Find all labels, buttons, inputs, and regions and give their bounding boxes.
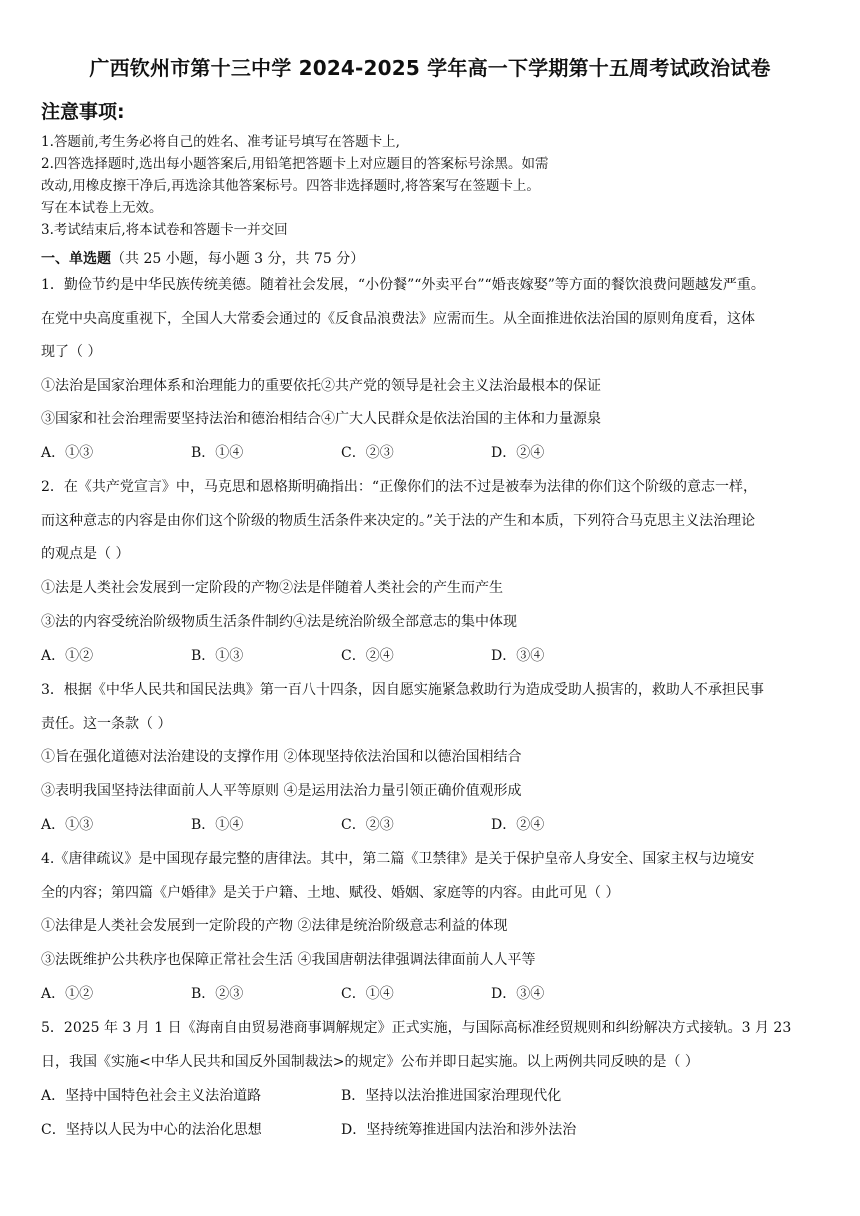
question-3-options — [41, 814, 821, 834]
option-a[interactable]: A．①② — [41, 648, 94, 664]
question-2-line: 而这种意志的内容是由你们这个阶级的物质生活条件来决定的。”关于法的产生和本质，下列符合马克思主义法治理论 — [41, 513, 756, 529]
question-2-statement: ①法是人类社会发展到一定阶段的产物②法是伴随着人类社会的产生而产生 — [41, 580, 503, 596]
question-1-line: 现了（ ） — [41, 344, 102, 360]
option-b[interactable]: B．①③ — [191, 648, 244, 664]
option-b[interactable]: B．坚持以法治推进国家治理现代化 — [341, 1088, 562, 1104]
question-2-line: 2．在《共产党宣言》中，马克思和恩格斯明确指出：“正像你们的法不过是被奉为法律的你们这个阶级的意志一样， — [41, 479, 758, 495]
question-2-line: 的观点是（ ） — [41, 546, 130, 562]
question-3-statement: ①旨在强化道德对法治建设的支撑作用 ②体现坚持依法治国和以德治国相结合 — [41, 749, 522, 765]
notice-line: 改动,用橡皮擦干净后,再选涂其他答案标号。四答非选择题时,将答案写在签题卡上。 — [41, 178, 540, 194]
notice-block — [41, 131, 821, 241]
option-c[interactable]: C．坚持以人民为中心的法治化思想 — [41, 1122, 262, 1138]
question-1-options — [41, 442, 821, 462]
option-a[interactable]: A．①③ — [41, 445, 94, 461]
question-4-line: 4.《唐律疏议》是中国现存最完整的唐律法。其中，第二篇《卫禁律》是关于保护皇帝人身安全、国家主权与边境安 — [41, 851, 755, 867]
question-4-line: 全的内容；第四篇《户婚律》是关于户籍、土地、赋役、婚姻、家庭等的内容。由此可见（ ） — [41, 885, 620, 901]
notice-line: 2.四答选择题时,选出每小题答案后,用铅笔把答题卡上对应题目的答案标号涂黑。如需 — [41, 156, 549, 172]
question-4-statement: ③法既维护公共秩序也保障正常社会生活 ④我国唐朝法律强调法律面前人人平等 — [41, 952, 536, 968]
option-b[interactable]: B．①④ — [191, 817, 244, 833]
section-heading — [41, 248, 364, 268]
question-1-statement: ③国家和社会治理需要坚持法治和德治相结合④广大人民群众是依法治国的主体和力量源泉 — [41, 411, 601, 427]
option-b[interactable]: B．②③ — [191, 986, 244, 1002]
question-4-statement: ①法律是人类社会发展到一定阶段的产物 ②法律是统治阶级意志利益的体现 — [41, 918, 508, 934]
option-d[interactable]: D．②④ — [491, 817, 545, 833]
option-a[interactable]: A．坚持中国特色社会主义法治道路 — [41, 1088, 262, 1104]
option-d[interactable]: D．②④ — [491, 445, 545, 461]
option-c[interactable]: C．①④ — [341, 986, 394, 1002]
question-2-options — [41, 645, 821, 665]
question-3-line: 3．根据《中华人民共和国民法典》第一百八十四条，因自愿实施紧急救助行为造成受助人损害的，救助人不承担民事 — [41, 682, 764, 698]
notice-line: 3.考试结束后,将本试卷和答题卡一并交回 — [41, 222, 288, 238]
notice-line: 写在本试卷上无效。 — [41, 200, 163, 216]
option-d[interactable]: D．③④ — [491, 986, 545, 1002]
question-5-options-row2 — [41, 1119, 821, 1139]
question-5-line: 5．2025 年 3 月 1 日《海南自由贸易港商事调解规定》正式实施，与国际高标准经贸规则和纠纷解决方式接轨。3 月 23 — [41, 1020, 792, 1036]
notice-heading: 注意事项: — [41, 101, 125, 123]
question-4-options — [41, 983, 821, 1003]
section-note: （共 25 小题，每小题 3 分，共 75 分） — [111, 251, 365, 267]
option-c[interactable]: C．②④ — [341, 648, 394, 664]
option-a[interactable]: A．①② — [41, 986, 94, 1002]
question-3-statement: ③表明我国坚持法律面前人人平等原则 ④是运用法治力量引领正确价值观形成 — [41, 783, 522, 799]
page-title: 广西钦州市第十三中学 2024-2025 学年高一下学期第十五周考试政治试卷 — [89, 56, 771, 80]
option-c[interactable]: C．②③ — [341, 445, 394, 461]
option-c[interactable]: C．②③ — [341, 817, 394, 833]
option-a[interactable]: A．①③ — [41, 817, 94, 833]
question-1-line: 1．勤俭节约是中华民族传统美德。随着社会发展，“小份餐”“外卖平台”“婚丧嫁娶”等方面的餐饮浪费问题越发严重。 — [41, 277, 765, 293]
question-1-statement: ①法治是国家治理体系和治理能力的重要依托②共产党的领导是社会主义法治最根本的保证 — [41, 378, 601, 394]
option-b[interactable]: B．①④ — [191, 445, 244, 461]
option-d[interactable]: D．坚持统筹推进国内法治和涉外法治 — [341, 1122, 577, 1138]
question-3-line: 责任。这一条款（ ） — [41, 716, 172, 732]
question-5-options-row1 — [41, 1085, 821, 1105]
question-2-statement: ③法的内容受统治阶级物质生活条件制约④法是统治阶级全部意志的集中体现 — [41, 614, 517, 630]
option-d[interactable]: D．③④ — [491, 648, 545, 664]
section-title: 一、单选题 — [41, 251, 111, 267]
question-1-line: 在党中央高度重视下，全国人大常委会通过的《反食品浪费法》应需而生。从全面推进依法治国的原则角度看，这体 — [41, 311, 755, 327]
question-5-line: 日，我国《实施<中华人民共和国反外国制裁法>的规定》公布并即日起实施。以上两例共同反映的是（ ） — [41, 1054, 699, 1070]
notice-line: 1.答题前,考生务必将自己的姓名、准考证号填写在答题卡上, — [41, 134, 400, 150]
